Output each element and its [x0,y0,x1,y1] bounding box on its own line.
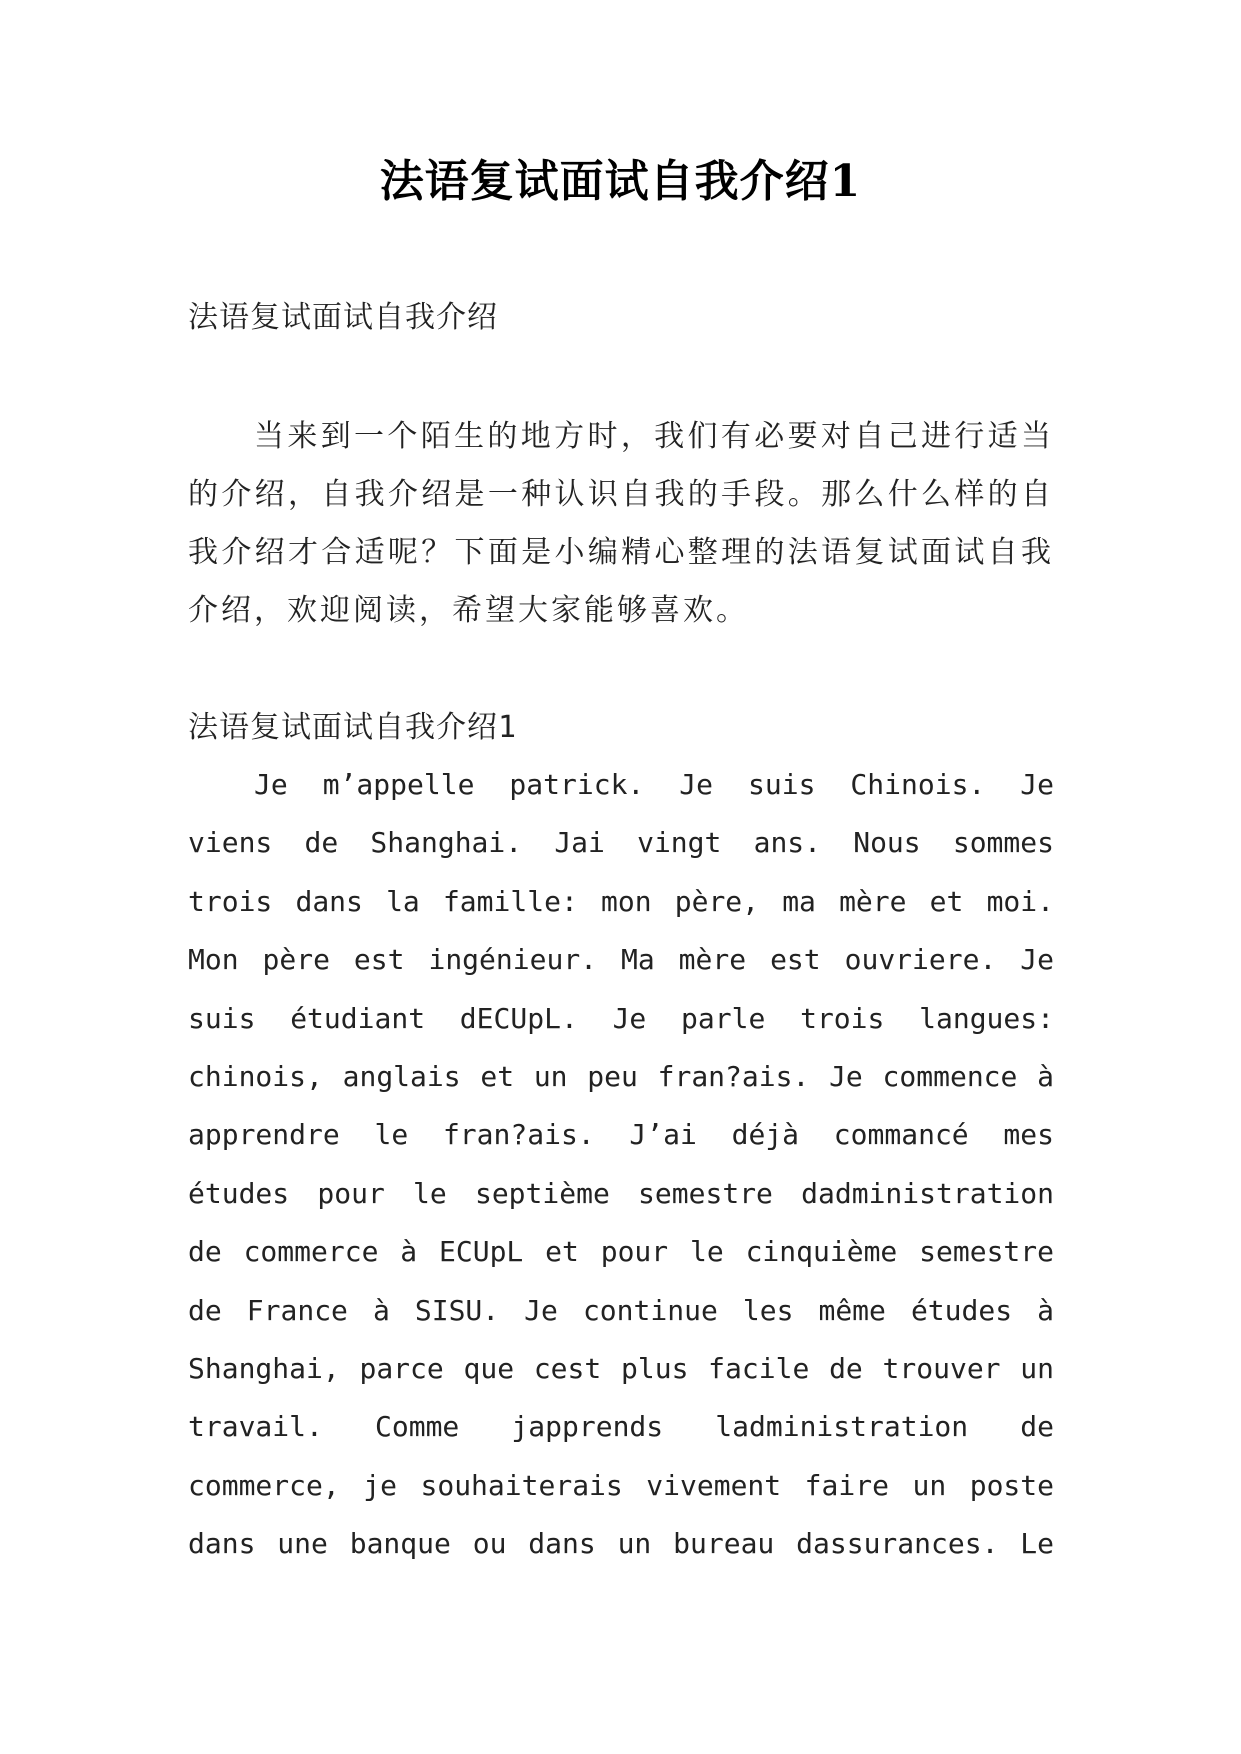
document-title: 法语复试面试自我介绍1 [379,156,862,207]
intro-heading: 法语复试面试自我介绍 [188,300,498,335]
section-heading: 法语复试面试自我介绍1 [188,710,518,745]
intro-paragraph: 当来到一个陌生的地方时，我们有必要对自己进行适当的介绍，自我介绍是一种认识自我的手段。那么什么样的自我介绍才合适呢？下面是小编精心整理的法语复试面试自我介绍，欢迎阅读，希望大家能够喜欢。 [188,419,1054,628]
french-self-introduction-paragraph: Je m’appelle patrick. Je suis Chinois. Je viens de Shanghai. Jai vingt ans. Nous sommes trois dans la famille: mon père, ma mère et moi. Mon père est ingénieur. Ma mère est ouvriere. Je suis étudiant dECUpL. Je parle trois langues: chinois, anglais et un peu fran?ais. Je commence à apprendre le fran?ais. J’ai déjà commancé mes études pour le septième semestre dadministration de commerce à ECUpL et pour le cinquième semestre de France à SISU. Je continue les même études à Shanghai, parce que cest plus facile de trouver un travail. Comme japprends ladministration de commerce, je souhaiterais vivement faire un poste dans une banque ou dans un bureau dassurances. Le [188,768,1054,1561]
